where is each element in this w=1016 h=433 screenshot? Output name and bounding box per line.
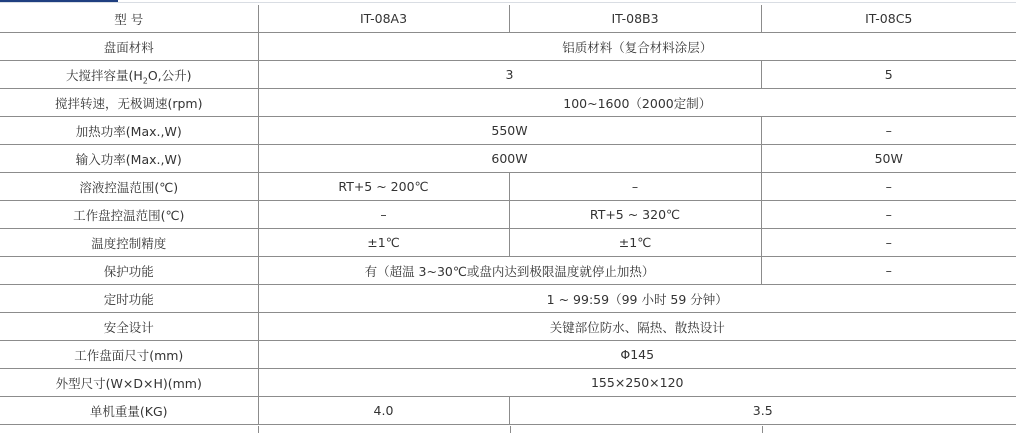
row-label: 加热功率(Max.,W) [0, 117, 258, 145]
label-post: O,公升) [147, 67, 192, 83]
table-row [0, 313, 1016, 341]
cell-value: – [761, 257, 1016, 285]
column-divider-tail [762, 426, 763, 433]
model-b: IT-08B3 [509, 5, 761, 33]
table-row [0, 229, 1016, 257]
cell-value: 有（超温 3~30℃或盘内达到极限温度就停止加热） [258, 257, 761, 285]
row-label: 单机重量(KG) [0, 397, 258, 425]
cell-value: 5 [761, 61, 1016, 89]
cell-value: – [761, 117, 1016, 145]
cell-value: RT+5 ~ 200℃ [258, 173, 509, 201]
cell-value: ±1℃ [509, 229, 761, 257]
row-label: 溶液控温范围(℃) [0, 173, 258, 201]
cell-value: 3.5 [509, 397, 1016, 425]
accent-line [0, 2, 1016, 3]
table-row [0, 33, 1016, 61]
table-row [0, 145, 1016, 173]
row-label: 安全设计 [0, 313, 258, 341]
cell-value: – [761, 229, 1016, 257]
table-row [0, 61, 1016, 89]
table-row [0, 397, 1016, 425]
header-label: 型 号 [0, 5, 258, 33]
table-row [0, 257, 1016, 285]
cell-value: 1 ~ 99:59（99 小时 59 分钟） [258, 285, 1016, 313]
row-label [0, 61, 258, 89]
cell-value: 关键部位防水、隔热、散热设计 [258, 313, 1016, 341]
cell-value: 600W [258, 145, 761, 173]
spec-table [0, 5, 1016, 425]
row-label: 外型尺寸(W×D×H)(mm) [0, 369, 258, 397]
cell-value: RT+5 ~ 320℃ [509, 201, 761, 229]
table-row [0, 89, 1016, 117]
cell-value: – [761, 173, 1016, 201]
cell-value: 3 [258, 61, 761, 89]
cell-value: 550W [258, 117, 761, 145]
table-row [0, 201, 1016, 229]
table-row [0, 173, 1016, 201]
row-label: 输入功率(Max.,W) [0, 145, 258, 173]
table-row [0, 285, 1016, 313]
cell-value: Φ145 [258, 341, 1016, 369]
row-label: 工作盘面尺寸(mm) [0, 341, 258, 369]
cell-value: 4.0 [258, 397, 509, 425]
cell-value: 50W [761, 145, 1016, 173]
cell-value: – [761, 201, 1016, 229]
row-label: 搅拌转速，无极调速(rpm) [0, 89, 258, 117]
cell-value: – [258, 201, 509, 229]
model-c: IT-08C5 [761, 5, 1016, 33]
label-pre: 大搅拌容量(H [65, 67, 143, 83]
cell-value: ±1℃ [258, 229, 509, 257]
row-label: 工作盘控温范围(℃) [0, 201, 258, 229]
row-label: 保护功能 [0, 257, 258, 285]
cell-value: 100~1600（2000定制） [258, 89, 1016, 117]
cell-value: 铝质材料（复合材料涂层） [258, 33, 1016, 61]
column-divider-tail [258, 426, 259, 433]
row-label: 盘面材料 [0, 33, 258, 61]
row-label: 定时功能 [0, 285, 258, 313]
row-label: 温度控制精度 [0, 229, 258, 257]
table-row [0, 369, 1016, 397]
table-row [0, 117, 1016, 145]
cell-value: – [509, 173, 761, 201]
header-row [0, 5, 1016, 33]
column-divider-tail [510, 426, 511, 433]
cell-value: 155×250×120 [258, 369, 1016, 397]
label-sub: 2 [142, 76, 148, 85]
table-row [0, 341, 1016, 369]
model-a: IT-08A3 [258, 5, 509, 33]
